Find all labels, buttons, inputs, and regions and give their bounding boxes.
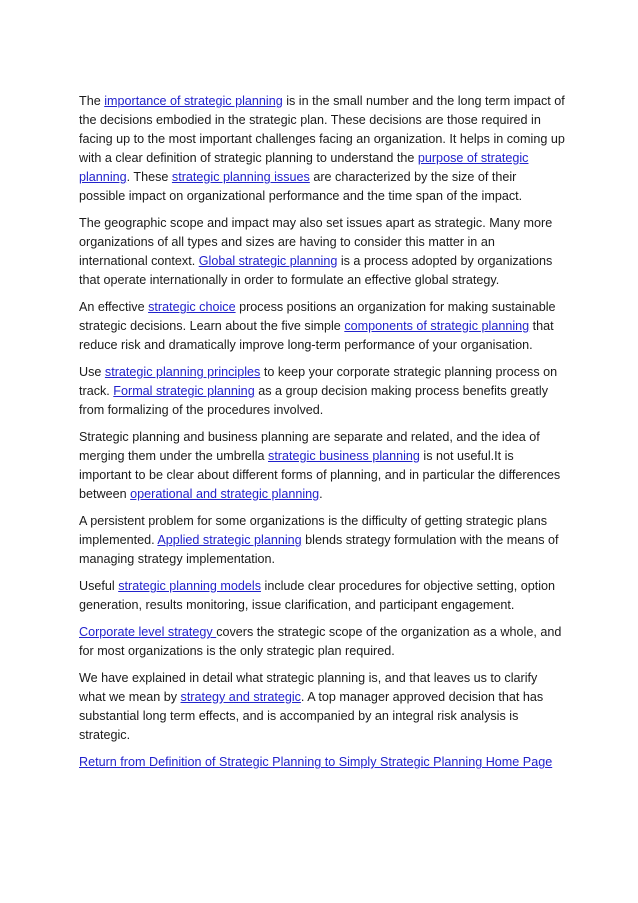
link-strategic-business-planning[interactable]: strategic business planning [268,449,420,463]
link-strategy-and-strategic[interactable]: strategy and strategic [180,690,301,704]
text-run: that reduce risk and dramatically improve long-term performance of your organisation. [79,319,554,352]
link-strategic-planning-issues[interactable]: strategic planning issues [171,170,310,184]
text-run: The [79,94,105,108]
link-strategic-planning-models[interactable]: strategic planning models [118,579,262,593]
text-run: . These [126,170,172,184]
link-formal-strategic-planning[interactable]: Formal strategic planning [113,384,255,398]
text-run: A persistent problem for some organizations is the difficulty of getting strategic plans implemented. [79,514,548,547]
link-corporate-level-strategy[interactable]: Corporate level strategy [79,625,217,639]
link-components-of-strategic-planning[interactable]: components of strategic planning [344,319,530,333]
text-run: Use [79,365,105,379]
text-run: to keep your corporate strategic planning process on track. [79,365,558,398]
paragraph-8 [79,623,565,661]
text-run: . [319,487,323,501]
text-run: We have explained in detail what strategic planning is, and that leaves us to clarify what we mean by [79,671,538,704]
link-return-home[interactable]: Return from Definition of Strategic Planning to Simply Strategic Planning Home Page [79,755,553,769]
text-run: Strategic planning and business planning are separate and related, and the idea of merging them under the umbrella [79,430,540,463]
paragraph-4 [79,363,565,420]
paragraph-2 [79,214,565,290]
text-run: covers the strategic scope of the organization as a whole, and for most organizations is the only strategic plan required. [79,625,562,658]
link-importance-of-strategic-planning[interactable]: importance of strategic planning [104,94,283,108]
text-run: The geographic scope and impact may also set issues apart as strategic. Many more organizations of all types and sizes are having to consider this matter in an international context. [79,216,553,268]
paragraph-6 [79,512,565,569]
paragraph-5 [79,428,565,504]
link-purpose-of-strategic-planning[interactable]: purpose of strategic planning [79,151,529,184]
link-strategic-planning-principles[interactable]: strategic planning principles [104,365,261,379]
paragraph-3 [79,298,565,355]
link-applied-strategic-planning[interactable]: Applied strategic planning [157,533,302,547]
text-run: is not useful.It is important to be clear about different forms of planning, and in particular the differences between [79,449,561,501]
paragraph-9 [79,669,565,745]
paragraph-1 [79,92,565,206]
text-run: An effective [79,300,149,314]
paragraph-10 [79,753,565,772]
paragraph-7 [79,577,565,615]
text-run: process positions an organization for making sustainable strategic decisions. Learn about the five simple [79,300,556,333]
link-global-strategic-planning[interactable]: Global strategic planning [198,254,338,268]
link-operational-and-strategic-planning[interactable]: operational and strategic planning [130,487,320,501]
document-body [79,92,565,780]
text-run: is a process adopted by organizations that operate internationally in order to formulate an effective global strategy. [79,254,553,287]
text-run: is in the small number and the long term impact of the decisions embodied in the strategic plan. These decisions are those required in facing up to the most important challenges facing an organization. It helps in coming up with a clear definition of strategic planning to understand the [79,94,565,165]
text-run: as a group decision making process benefits greatly from formalizing of the procedures involved. [79,384,549,417]
link-strategic-choice[interactable]: strategic choice [148,300,236,314]
text-run: . A top manager approved decision that has substantial long term effects, and is accompanied by an integral risk analysis is strategic. [79,690,544,742]
text-run: include clear procedures for objective setting, option generation, results monitoring, issue clarification, and participant engagement. [79,579,556,612]
text-run: are characterized by the size of their possible impact on organizational performance and the time span of the impact. [79,170,523,203]
text-run: blends strategy formulation with the means of managing strategy implementation. [79,533,559,566]
text-run: Useful [79,579,119,593]
